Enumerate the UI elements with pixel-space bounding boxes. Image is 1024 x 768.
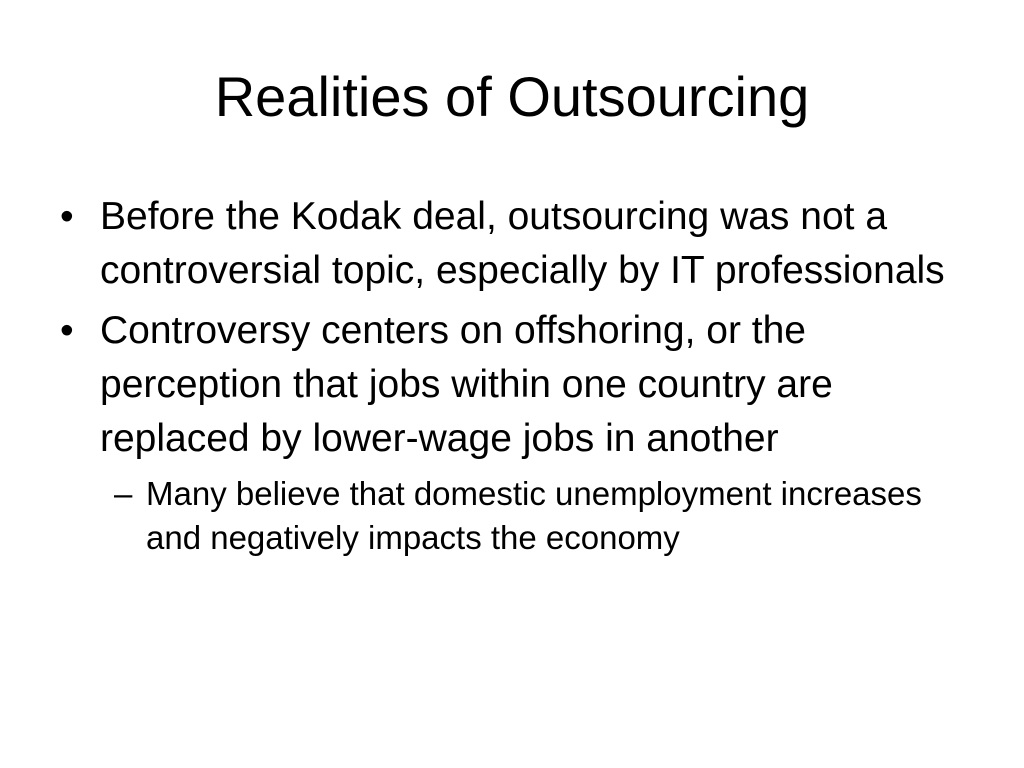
bullet-text: Controversy centers on offshoring, or the perception that jobs within one country are replaced by lower-wage jobs in another [100, 309, 833, 460]
bullet-marker: • [60, 195, 74, 238]
sub-bullet-text: Many believe that domestic unemployment increases and negatively impacts the economy [146, 475, 922, 556]
slide-title: Realities of Outsourcing [214, 65, 810, 128]
bullet-item [56, 304, 976, 466]
slide-body [56, 190, 976, 560]
bullet-item [56, 190, 976, 298]
bullet-text: Before the Kodak deal, outsourcing was not a controversial topic, especially by IT professionals [100, 195, 945, 292]
bullet-marker: • [60, 309, 74, 352]
sub-bullet-marker: – [114, 475, 133, 512]
sub-bullet-item [56, 472, 976, 560]
